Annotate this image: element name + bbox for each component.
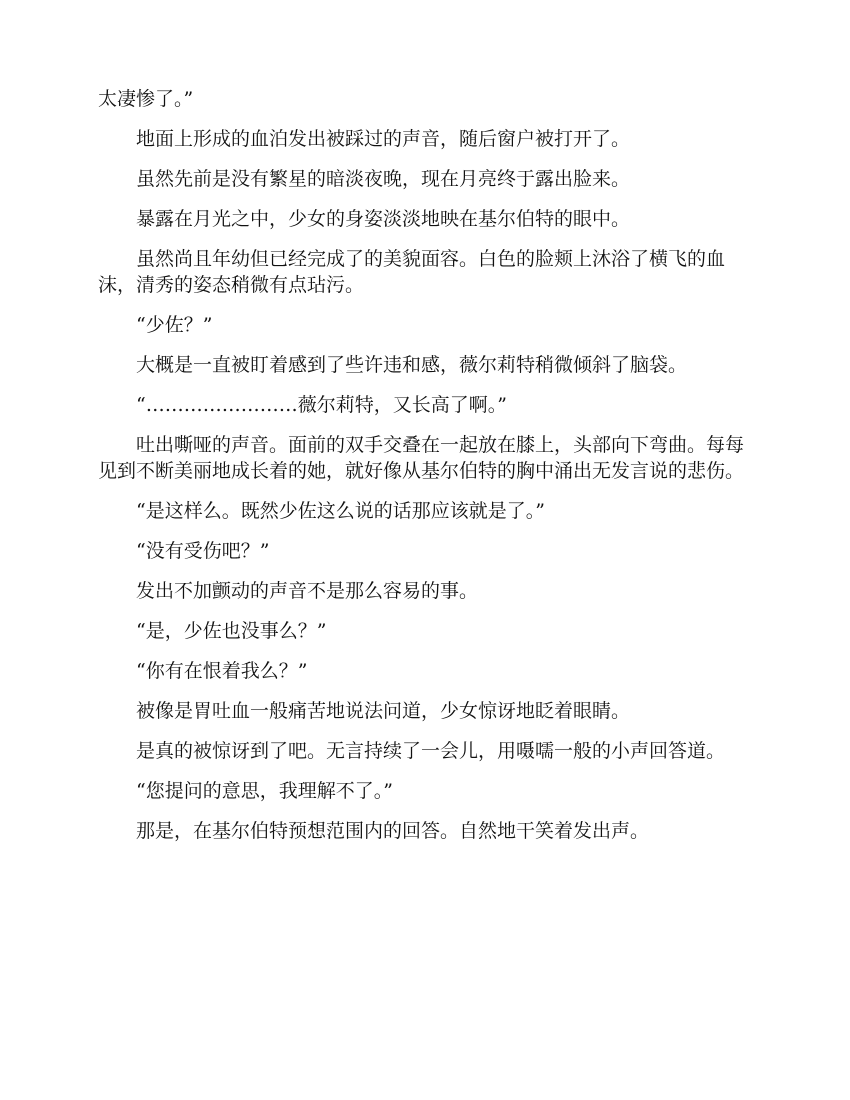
paragraph: 虽然先前是没有繁星的暗淡夜晚，现在月亮终于露出脸来。 bbox=[136, 168, 631, 190]
paragraph: 吐出嘶哑的声音。面前的双手交叠在一起放在膝上，头部向下弯曲。每每见到不断美丽地成长着的她，就好像从基尔伯特的胸中涌出无发言说的悲伤。 bbox=[98, 434, 745, 482]
paragraph: 虽然尚且年幼但已经完成了的美貌面容。白色的脸颊上沐浴了横飞的血沫，清秀的姿态稍微有点玷污。 bbox=[98, 248, 726, 296]
paragraph: 是真的被惊讶到了吧。无言持续了一会儿，用嗫嚅一般的小声回答道。 bbox=[136, 740, 726, 762]
paragraph: 暴露在月光之中，少女的身姿淡淡地映在基尔伯特的眼中。 bbox=[136, 208, 631, 230]
paragraph: “你有在恨着我么？” bbox=[136, 660, 308, 682]
paragraph: 那是，在基尔伯特预想范围内的回答。自然地干笑着发出声。 bbox=[136, 820, 650, 842]
paragraph: “没有受伤吧？” bbox=[136, 540, 270, 562]
paragraph: “……………………薇尔莉特，又长高了啊。” bbox=[136, 394, 507, 416]
paragraph: “是，少佐也没事么？” bbox=[136, 620, 327, 642]
paragraph: “您提问的意思，我理解不了。” bbox=[136, 780, 393, 802]
paragraph: 被像是胃吐血一般痛苦地说法问道，少女惊讶地眨着眼睛。 bbox=[136, 700, 631, 722]
paragraph: 发出不加颤动的声音不是那么容易的事。 bbox=[136, 580, 479, 602]
paragraph: 太凄惨了。” bbox=[98, 88, 194, 110]
paragraph: “是这样么。既然少佐这么说的话那应该就是了。” bbox=[136, 500, 545, 522]
body-text bbox=[98, 86, 758, 858]
paragraph: “少佐？” bbox=[136, 314, 213, 336]
paragraph: 地面上形成的血泊发出被踩过的声音，随后窗户被打开了。 bbox=[136, 128, 631, 150]
paragraph: 大概是一直被盯着感到了些许违和感，薇尔莉特稍微倾斜了脑袋。 bbox=[136, 354, 688, 376]
